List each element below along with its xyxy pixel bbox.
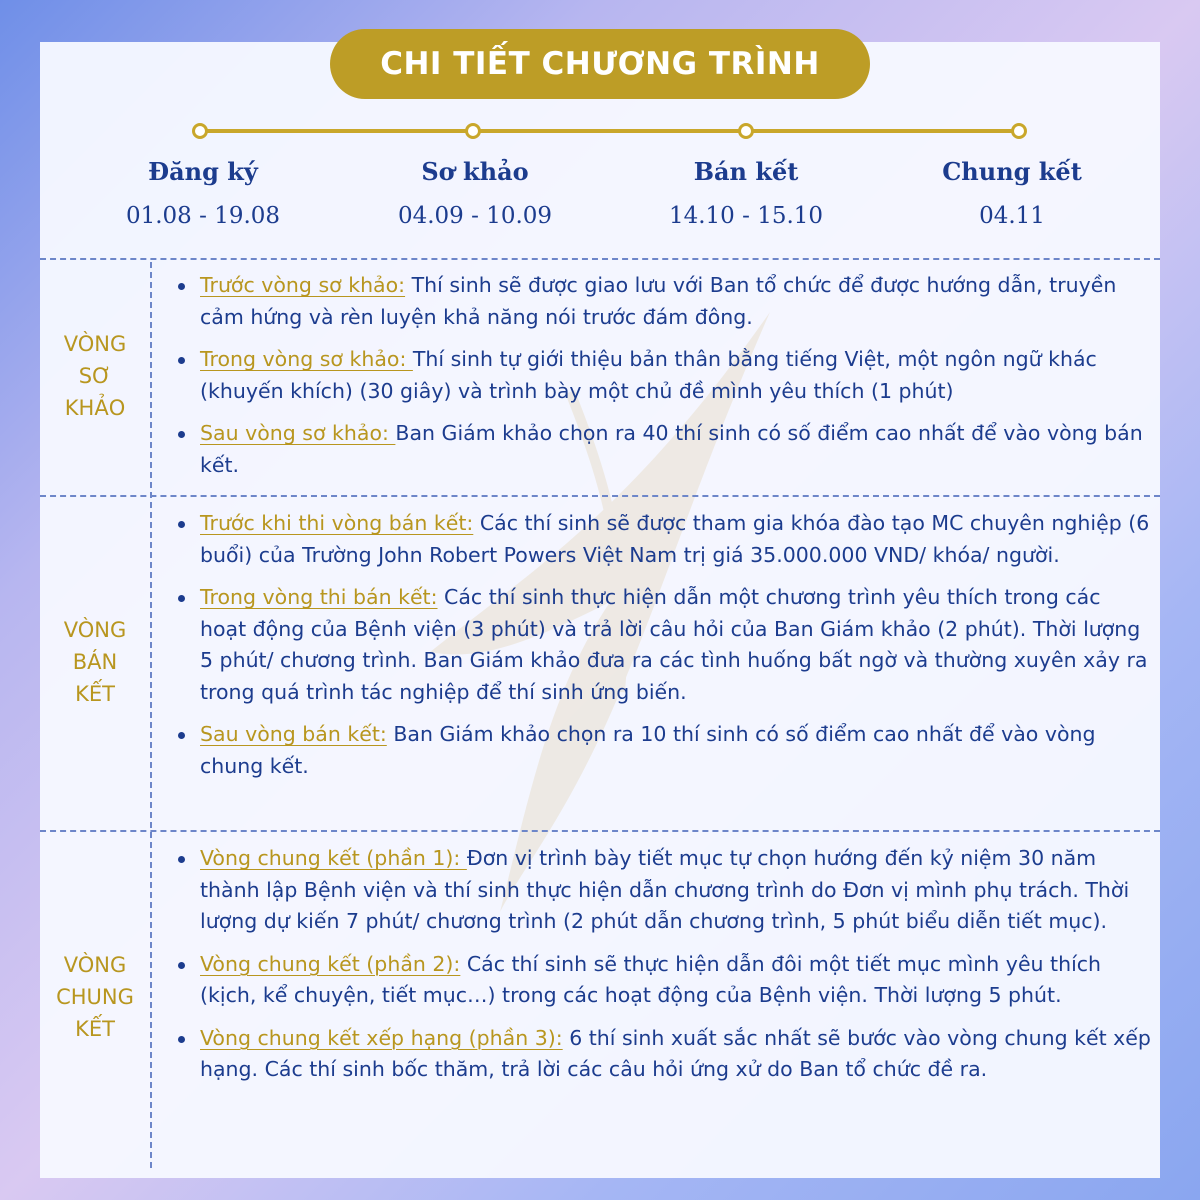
list-item: Vòng chung kết (phần 1): Đơn vị trình bày tiết mục tự chọn hướng đến kỷ niệm 30 năm thành lập Bệnh viện và thí sinh thực hiện dẫn chương trình do Đơn vị mình phụ trách. Thời lượng dự kiến 7 phút/ chương trình (2 phút dẫn chương trình, 5 phút biểu diễn tiết mục). — [178, 843, 1153, 938]
timeline-dot — [738, 123, 754, 139]
list-item: Trước vòng sơ khảo: Thí sinh sẽ được giao lưu với Ban tổ chức để được hướng dẫn, truyền cảm hứng và rèn luyện khả năng nói trước đám đông. — [178, 270, 1153, 333]
stage-semifinal — [596, 157, 896, 231]
round-details-final — [178, 843, 1153, 1097]
round-details-preliminary — [178, 270, 1153, 492]
timeline-dot — [465, 123, 481, 139]
column-divider — [150, 262, 152, 1168]
list-item: Trong vòng thi bán kết: Các thí sinh thực hiện dẫn một chương trình yêu thích trong các hoạt động của Bệnh viện (3 phút) và trả lời câu hỏi của Ban Giám khảo (2 phút). Thời lượng 5 phút/ chương trình. Ban Giám khảo đưa ra các tình huống bất ngờ và thường xuyên xảy ra trong quá trình tác nghiệp để thí sinh ứng biến. — [178, 582, 1153, 708]
section-divider — [40, 495, 1160, 497]
stage-date: 01.08 - 19.08 — [125, 203, 281, 229]
round-label-preliminary: VÒNG SƠ KHẢO — [63, 332, 127, 420]
section-divider — [40, 830, 1160, 832]
list-item: Trước khi thi vòng bán kết: Các thí sinh sẽ được tham gia khóa đào tạo MC chuyên nghiệp (6 buổi) của Trường John Robert Powers Việt Nam trị giá 35.000.000 VND/ khóa/ người. — [178, 508, 1153, 571]
timeline-line — [200, 129, 1020, 133]
round-label-final: VÒNG CHUNG KẾT — [56, 953, 134, 1041]
stage-name: Chung kết — [942, 157, 1082, 186]
timeline-dot — [192, 123, 208, 139]
stage-date: 04.09 - 10.09 — [397, 203, 553, 229]
stage-date: 04.11 — [979, 203, 1045, 229]
round-label-semifinal: VÒNG BÁN KẾT — [63, 618, 127, 706]
timeline-dot — [1011, 123, 1027, 139]
list-item: Sau vòng bán kết: Ban Giám khảo chọn ra 10 thí sinh có số điểm cao nhất để vào vòng chung kết. — [178, 719, 1153, 782]
list-item: Trong vòng sơ khảo: Thí sinh tự giới thiệu bản thân bằng tiếng Việt, một ngôn ngữ khác (khuyến khích) (30 giây) và trình bày một chủ đề mình yêu thích (1 phút) — [178, 344, 1153, 407]
list-item: Sau vòng sơ khảo: Ban Giám khảo chọn ra 40 thí sinh có số điểm cao nhất để vào vòng bán kết. — [178, 418, 1153, 481]
stage-preliminary — [325, 157, 625, 231]
stage-registration — [53, 157, 353, 231]
list-item: Vòng chung kết xếp hạng (phần 3): 6 thí sinh xuất sắc nhất sẽ bước vào vòng chung kết xếp hạng. Các thí sinh bốc thăm, trả lời các câu hỏi ứng xử do Ban tổ chức đề ra. — [178, 1023, 1153, 1086]
stage-name: Sơ khảo — [421, 157, 529, 186]
stage-name: Bán kết — [693, 157, 799, 186]
page-title: CHI TIẾT CHƯƠNG TRÌNH — [330, 29, 870, 99]
stage-name: Đăng ký — [148, 157, 258, 186]
stage-date: 14.10 - 15.10 — [668, 203, 824, 229]
list-item: Vòng chung kết (phần 2): Các thí sinh sẽ thực hiện dẫn đôi một tiết mục mình yêu thích (kịch, kể chuyện, tiết mục…) trong các hoạt động của Bệnh viện. Thời lượng 5 phút. — [178, 949, 1153, 1012]
section-divider — [40, 258, 1160, 260]
stage-final — [862, 157, 1162, 231]
round-details-semifinal — [178, 508, 1153, 793]
